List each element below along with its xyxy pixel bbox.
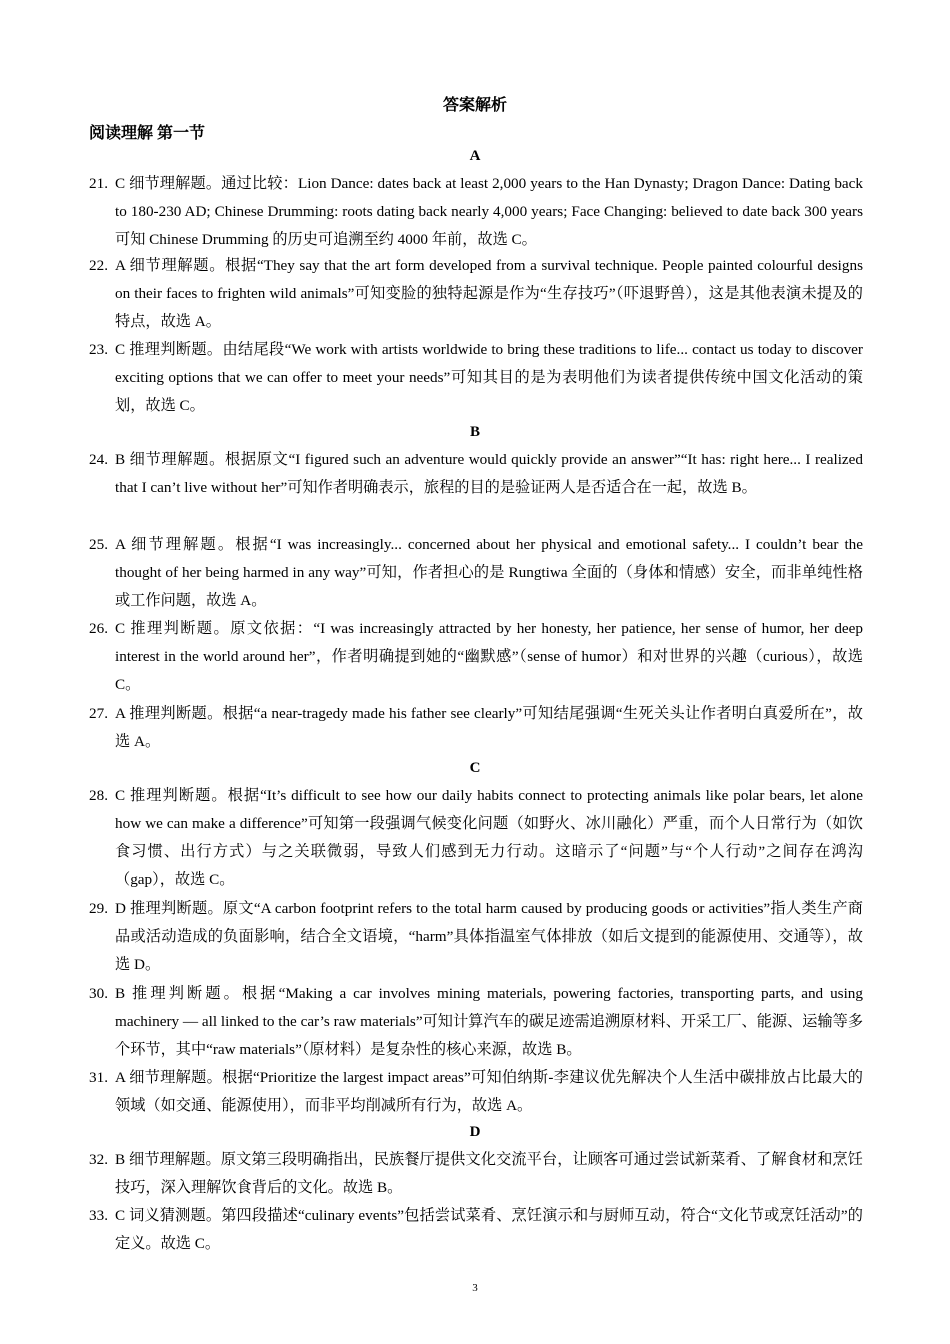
page-title: 答案解析 bbox=[442, 97, 507, 114]
item-number: 27. bbox=[89, 705, 108, 722]
answer-item-31 bbox=[89, 1064, 863, 1120]
answer-item-32 bbox=[89, 1146, 863, 1202]
item-number: 31. bbox=[89, 1069, 108, 1086]
item-number: 24. bbox=[89, 451, 108, 468]
item-text: C 词义猜测题。第四段描述“culinary events”包括尝试菜肴、烹饪演示和与厨师互动，符合“文化节或烹饪活动”的定义。故选 C。 bbox=[115, 1207, 863, 1252]
subsection-c: C bbox=[469, 760, 481, 776]
item-text: C 推理判断题。根据“It’s difficult to see how our daily habits connect to protecting animals like polar bears, let alone how we can make a difference”可知第一段强调气候变化问题（如野火、冰川融化）严重，而个人日常行为（如饮食习惯、出行方式）与之关联微弱，导致人们感到无力行动。这暗示了“问题”与“个人行动”之间存在鸿沟（gap），故选 C。 bbox=[115, 787, 863, 888]
answer-item-22 bbox=[89, 252, 863, 336]
item-number: 25. bbox=[89, 536, 108, 553]
item-text: C 推理判断题。原文依据：“I was increasingly attracted by her honesty, her patience, her sense of humor, her deep interest in the world around her”，作者明确提到她的“幽默感”（sense of humor）和对世界的兴趣（curious），故选 C。 bbox=[115, 620, 863, 693]
item-number: 23. bbox=[89, 341, 108, 358]
section-heading: 阅读理解 第一节 bbox=[89, 125, 206, 142]
item-text: B 细节理解题。根据原文“I figured such an adventure would quickly provide an answer”“It has: right here... I realized that I can’t live without her”可知作者明确表示，旅程的目的是验证两人是否适合在一起，故选 B。 bbox=[115, 451, 863, 496]
item-text: D 推理判断题。原文“A carbon footprint refers to the total harm caused by producing goods or activities”指人类生产商品或活动造成的负面影响，结合全文语境，“harm”具体指温室气体排放（如后文提到的能源使用、交通等），故选 D。 bbox=[115, 900, 863, 973]
item-number: 29. bbox=[89, 900, 108, 917]
item-number: 26. bbox=[89, 620, 108, 637]
item-text: B 细节理解题。原文第三段明确指出，民族餐厅提供文化交流平台，让顾客可通过尝试新菜肴、了解食材和烹饪技巧，深入理解饮食背后的文化。故选 B。 bbox=[115, 1151, 863, 1196]
answer-item-24 bbox=[89, 446, 863, 502]
answer-item-28 bbox=[89, 782, 863, 894]
item-number: 32. bbox=[89, 1151, 108, 1168]
subsection-b: B bbox=[469, 424, 480, 440]
answer-item-25 bbox=[89, 531, 863, 615]
answer-item-21 bbox=[89, 170, 863, 254]
page-number: 3 bbox=[472, 1282, 478, 1294]
answer-item-30 bbox=[89, 980, 863, 1064]
item-number: 28. bbox=[89, 787, 108, 804]
item-text: A 细节理解题。根据“Prioritize the largest impact areas”可知伯纳斯-李建议优先解决个人生活中碳排放占比最大的领域（如交通、能源使用），而非平均削减所有行为，故选 A。 bbox=[115, 1069, 863, 1114]
answer-item-33 bbox=[89, 1202, 863, 1258]
item-text: B 推理判断题。根据“Making a car involves mining materials, powering factories, transporting parts, and using machinery — all linked to the car’s raw materials”可知计算汽车的碳足迹需追溯原材料、开采工厂、能源、运输等多个环节，其中“raw materials”（原材料）是复杂性的核心来源，故选 B。 bbox=[115, 985, 864, 1058]
item-number: 30. bbox=[89, 985, 108, 1002]
answer-item-23 bbox=[89, 336, 863, 420]
answer-item-26 bbox=[89, 615, 863, 699]
item-text: A 细节理解题。根据“They say that the art form developed from a survival technique. People painted colourful designs on their faces to frighten wild animals”可知变脸的独特起源是作为“生存技巧”（吓退野兽），这是其他表演未提及的特点，故选 A。 bbox=[115, 257, 863, 330]
item-number: 21. bbox=[89, 175, 108, 192]
subsection-a: A bbox=[469, 148, 481, 164]
item-text: A 推理判断题。根据“a near-tragedy made his father see clearly”可知结尾强调“生死关头让作者明白真爱所在”，故选 A。 bbox=[115, 705, 863, 750]
item-text: C 推理判断题。由结尾段“We work with artists worldwide to bring these traditions to life... contact us today to discover exciting options that we can offer to meet your needs”可知其目的是为表明他们为读者提供传统中国文化活动的策划，故选 C。 bbox=[115, 341, 863, 414]
item-text: C 细节理解题。通过比较：Lion Dance: dates back at least 2,000 years to the Han Dynasty; Dragon Dance: Dating back to 180-230 AD; Chinese Drumming: roots dating back nearly 4,000 years; Face Changing: believed to date back 300 years 可知 Chinese Drumming 的历史可追溯至约 4000 年前，故选 C。 bbox=[115, 175, 863, 248]
subsection-d: D bbox=[469, 1124, 481, 1140]
item-text: A 细节理解题。根据“I was increasingly... concerned about her physical and emotional safety... I couldn’t bear the thought of her being harmed in any way”可知，作者担心的是 Rungtiwa 全面的（身体和情感）安全，而非单纯性格或工作问题，故选 A。 bbox=[115, 536, 863, 609]
answer-item-29 bbox=[89, 895, 863, 979]
item-number: 33. bbox=[89, 1207, 108, 1224]
answer-item-27 bbox=[89, 700, 863, 756]
item-number: 22. bbox=[89, 257, 108, 274]
